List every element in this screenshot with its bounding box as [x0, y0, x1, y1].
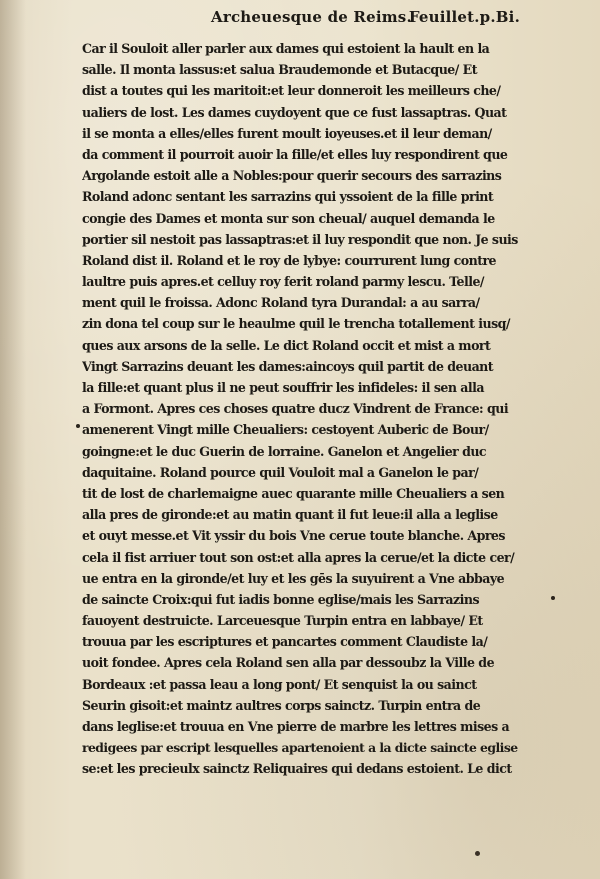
- gutter-shadow: [0, 0, 26, 879]
- text-line: amenerent Vingt mille Cheualiers: cestoyent Auberic de Bour/: [82, 422, 489, 438]
- text-line: portier sil nestoit pas lassaptras:et il luy respondit que non. Je suis: [82, 231, 518, 247]
- text-line: Roland adonc sentant les sarrazins qui yssoient de la fille print: [82, 189, 494, 205]
- text-line: il se monta a elles/elles furent moult ioyeuses.et il leur deman/: [82, 125, 492, 141]
- running-title: Archeuesque de Reims.: [211, 8, 412, 26]
- text-line: dans leglise:et trouua en Vne pierre de marbre les lettres mises a: [82, 719, 510, 734]
- text-line: tit de lost de charlemaigne auec quarante mille Cheualiers a sen: [82, 485, 505, 501]
- text-line: ue entra en la gironde/et luy et les gēs la suyuirent a Vne abbaye: [82, 570, 505, 586]
- text-line: fauoyent destruicte. Larceuesque Turpin entra en labbaye/ Et: [82, 613, 483, 629]
- text-line: goingne:et le duc Guerin de lorraine. Ganelon et Angelier duc: [82, 443, 487, 459]
- text-line: cela il fist arriuer tout son ost:et alla apres la cerue/et la dicte cer/: [82, 549, 515, 565]
- text-line: salle. Il monta lassus:et salua Braudemonde et Butacque/ Et: [82, 62, 477, 78]
- text-line: Argolande estoit alle a Nobles:pour querir secours des sarrazins: [82, 168, 502, 184]
- text-line: ment quil le froissa. Adonc Roland tyra Durandal: a au sarra/: [82, 295, 480, 311]
- text-line: daquitaine. Roland pource quil Vouloit mal a Ganelon le par/: [82, 464, 479, 480]
- text-block: [82, 38, 522, 780]
- text-line: uoit fondee. Apres cela Roland sen alla par dessoubz la Ville de: [82, 655, 495, 671]
- text-line: zin dona tel coup sur le heaulme quil le trencha totallement iusq/: [82, 316, 510, 332]
- text-line: Bordeaux :et passa leau a long pont/ Et senquist la ou sainct: [82, 676, 477, 692]
- text-line: Roland dist il. Roland et le roy de lybye: courrurent lung contre: [82, 252, 497, 268]
- text-line: Vingt Sarrazins deuant les dames:aincoys quil partit de deuant: [82, 358, 494, 374]
- text-line: alla pres de gironde:et au matin quant il fut leue:il alla a leglise: [82, 507, 498, 523]
- text-line: da comment il pourroit auoir la fille/et elles luy respondirent que: [82, 146, 508, 162]
- text-line: et ouyt messe.et Vit yssir du bois Vne cerue toute blanche. Apres: [82, 528, 505, 544]
- text-line: de saincte Croix:qui fut iadis bonne eglise/mais les Sarrazins: [82, 591, 479, 607]
- text-line: Car il Souloit aller parler aux dames qui estoient la hault en la: [82, 41, 490, 56]
- text-line: a Formont. Apres ces choses quatre ducz Vindrent de France: qui: [82, 401, 509, 417]
- page-header: [0, 8, 600, 34]
- text-line: congie des Dames et monta sur son cheual/ auquel demanda le: [82, 210, 495, 226]
- text-line: laultre puis apres.et celluy roy ferit roland parmy lescu. Telle/: [82, 274, 484, 290]
- ink-spot: [475, 851, 480, 856]
- text-line: dist a toutes qui les maritoit:et leur donneroit les meilleurs che/: [82, 83, 501, 99]
- text-line: redigees par escript lesquelles apartenoient a la dicte saincte eglise: [82, 740, 518, 756]
- text-line: se:et les precieulx sainctz Reliquaires qui dedans estoient. Le dict: [82, 761, 512, 777]
- margin-mark: [76, 424, 80, 428]
- text-line: la fille:et quant plus il ne peut souffrir les infideles: il sen alla: [82, 380, 484, 395]
- margin-mark: [551, 596, 555, 600]
- text-line: trouua par les escriptures et pancartes comment Claudiste la/: [82, 634, 488, 650]
- folio-number: Feuillet.p.Bi.: [408, 8, 520, 26]
- text-line: Seurin gisoit:et maintz aultres corps sainctz. Turpin entra de: [82, 697, 481, 713]
- text-line: ques aux arsons de la selle. Le dict Roland occit et mist a mort: [82, 337, 491, 353]
- text-line: ualiers de lost. Les dames cuydoyent que ce fust lassaptras. Quat: [82, 104, 507, 120]
